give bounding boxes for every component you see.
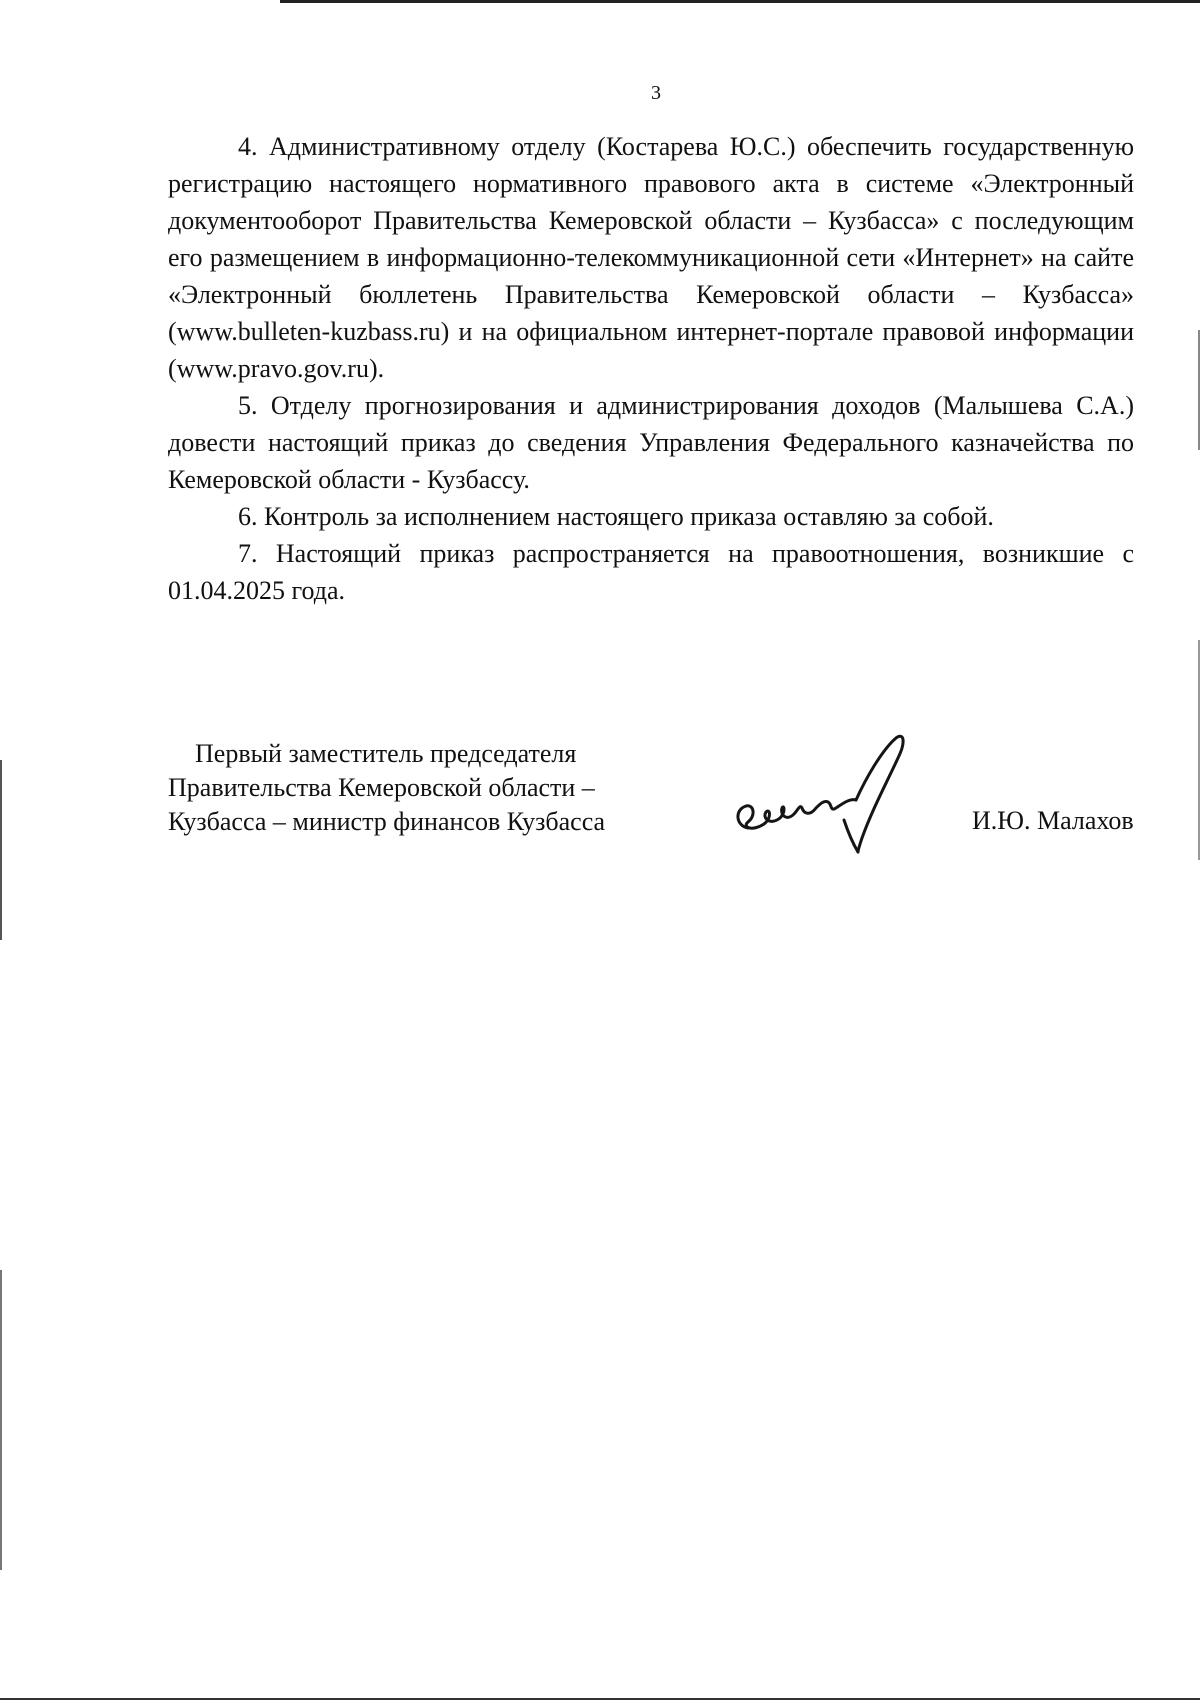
- scan-edge-left-lower: [0, 1270, 2, 1570]
- scan-edge-bottom: [0, 1698, 1200, 1700]
- scan-edge-top: [280, 0, 1200, 3]
- scan-edge-left: [0, 760, 2, 940]
- signatory-position: [168, 737, 605, 839]
- signatory-name: И.Ю. Малахов: [972, 806, 1134, 835]
- position-line-2: Правительства Кемеровской области –: [168, 773, 595, 802]
- paragraph-6: 6. Контроль за исполнением настоящего приказа оставляю за собой.: [238, 502, 994, 531]
- position-line-3: Кузбасса – министр финансов Кузбасса: [168, 807, 606, 836]
- paragraph-4: 4. Административному отделу (Костарева Ю.С.) обеспечить государственную регистрацию настоящего нормативного правового акта в системе «Электронный документооборот Правительства Кемеровской области – Кузбасса» с последующим его размещением в информационно-телекоммуникационной сети «Интернет» на сайте «Электронный бюллетень Правительства Кемеровской области – Кузбасса» (www.bulleten-kuzbass.ru) и на официальном интернет-портале правовой информации (www.pravo.gov.ru).: [168, 132, 1134, 383]
- handwritten-signature: [726, 728, 916, 858]
- position-line-1: Первый заместитель председателя: [195, 739, 577, 768]
- document-body: [168, 128, 1134, 609]
- page-number: 3: [651, 82, 661, 104]
- paragraph-7: 7. Настоящий приказ распространяется на правоотношения, возникшие с 01.04.2025 года.: [168, 539, 1134, 605]
- paragraph-5: 5. Отделу прогнозирования и администрирования доходов (Малышева С.А.) довести настоящий приказ до сведения Управления Федерального казначейства по Кемеровской области - Кузбассу.: [168, 391, 1134, 494]
